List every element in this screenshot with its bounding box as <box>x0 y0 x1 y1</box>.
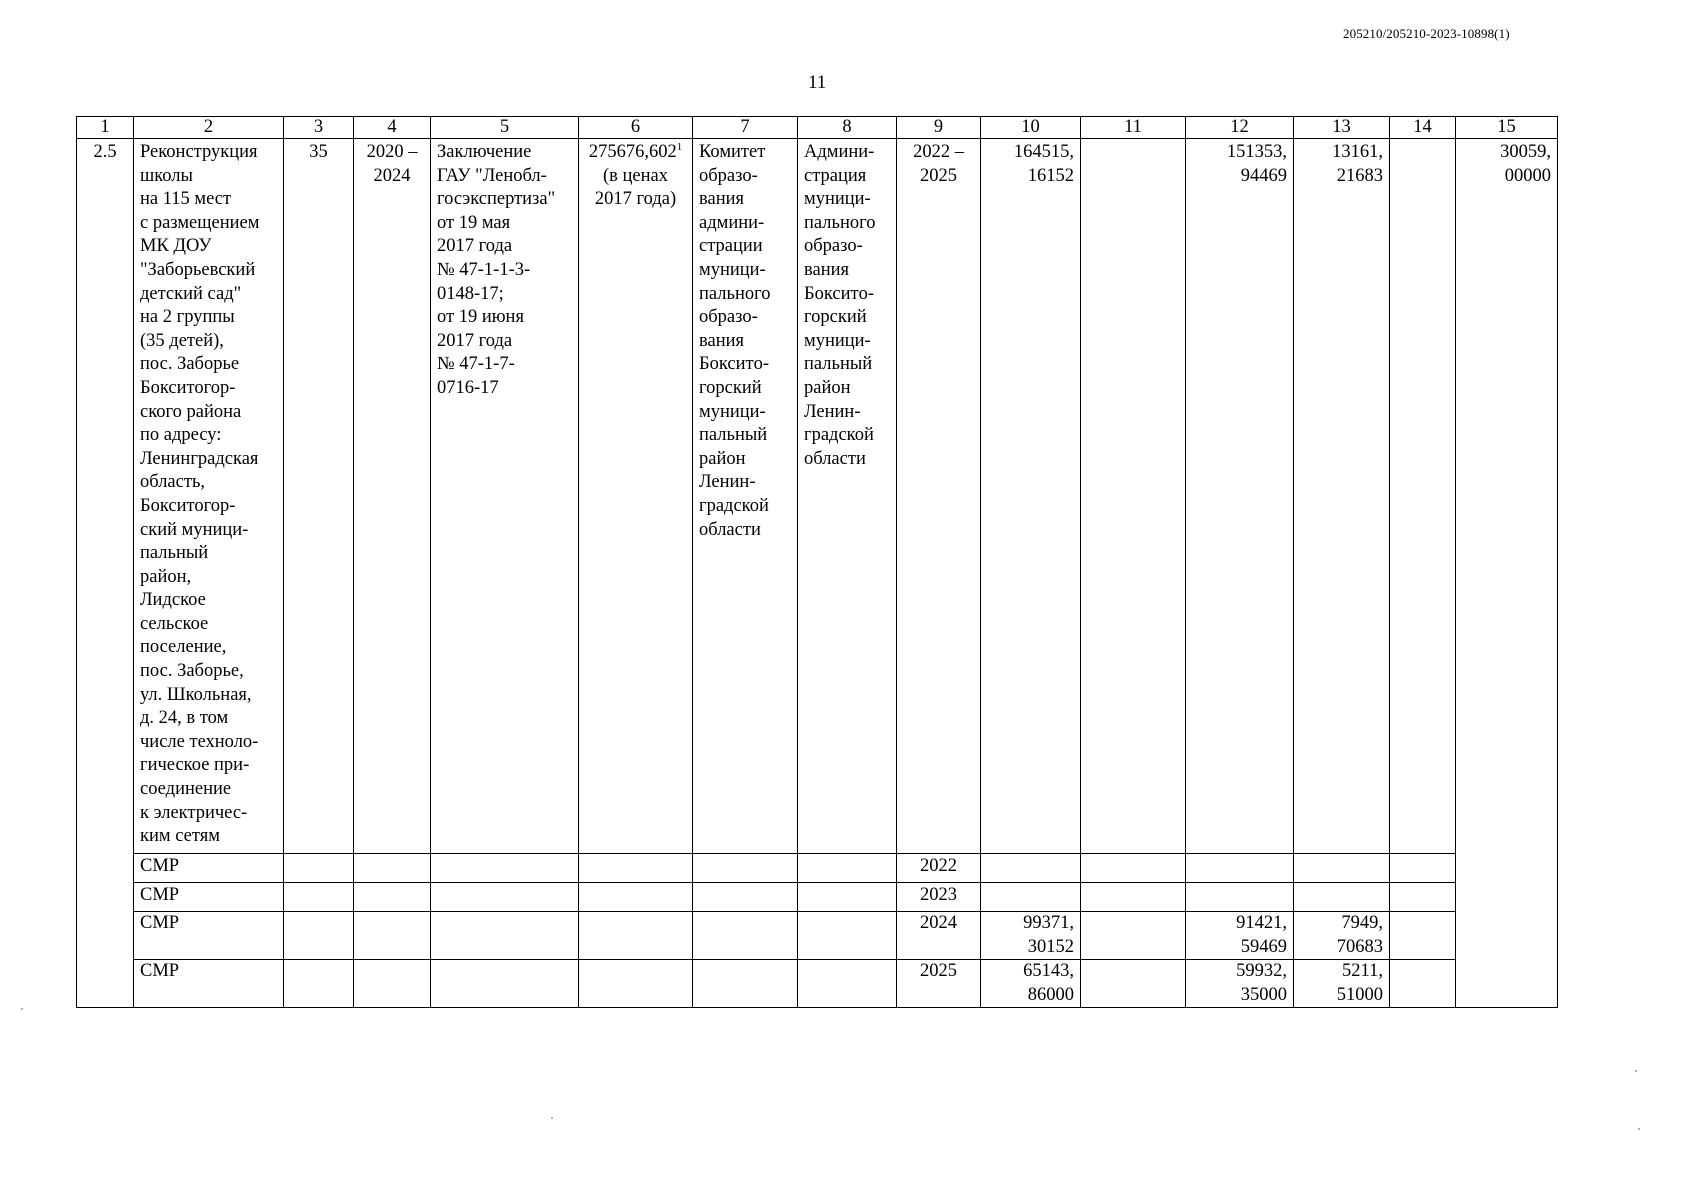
smr-label: СМР <box>134 883 284 912</box>
footnote-mark: 1 <box>676 140 683 153</box>
estimated-cost-cell <box>579 139 693 854</box>
smr-year: 2025 <box>897 960 981 1008</box>
empty-cell <box>1081 912 1186 960</box>
smr-total <box>981 854 1081 883</box>
smr-local <box>1294 883 1390 912</box>
col15-cell: 30059, 00000 <box>1456 139 1558 1008</box>
row-number: 2.5 <box>77 139 134 1008</box>
capacity-cell: 35 <box>284 139 354 854</box>
empty-cell <box>1390 960 1456 1008</box>
customer-cell: Комитет образо- вания админи- страции муници- пального образо- вания Бокситo- горский муници- пальный район Ленин- градской области <box>693 139 798 854</box>
column-number-row <box>77 117 1558 139</box>
empty-cell <box>579 960 693 1008</box>
smr-total: 99371, 30152 <box>981 912 1081 960</box>
empty-cell <box>1390 883 1456 912</box>
estimated-cost-value: 275676,602 <box>588 142 677 162</box>
column-header: 15 <box>1456 117 1558 139</box>
table-row-smr <box>77 883 1558 912</box>
regional-cell: 151353, 94469 <box>1186 139 1294 854</box>
empty-cell <box>798 912 897 960</box>
column-header: 11 <box>1081 117 1186 139</box>
period-cell: 2020 – 2024 <box>354 139 431 854</box>
empty-cell <box>798 883 897 912</box>
column-header: 1 <box>77 117 134 139</box>
smr-year: 2023 <box>897 883 981 912</box>
empty-cell <box>693 912 798 960</box>
document-id: 205210/205210-2023-10898(1) <box>1343 26 1510 41</box>
empty-cell <box>431 912 579 960</box>
empty-cell <box>693 960 798 1008</box>
program-table <box>76 116 1558 1008</box>
smr-label: СМР <box>134 960 284 1008</box>
empty-cell <box>431 854 579 883</box>
empty-cell <box>1390 912 1456 960</box>
table-row-smr <box>77 854 1558 883</box>
column-header: 5 <box>431 117 579 139</box>
empty-cell <box>1081 960 1186 1008</box>
years-cell: 2022 – 2025 <box>897 139 981 854</box>
empty-cell <box>354 912 431 960</box>
smr-year: 2024 <box>897 912 981 960</box>
column-header: 10 <box>981 117 1081 139</box>
column-header: 8 <box>798 117 897 139</box>
smr-local: 5211, 51000 <box>1294 960 1390 1008</box>
empty-cell <box>798 960 897 1008</box>
table-row-smr <box>77 912 1558 960</box>
column-header: 9 <box>897 117 981 139</box>
column-header: 6 <box>579 117 693 139</box>
scan-speck <box>1638 1128 1640 1130</box>
object-name-cell: Реконструкция школы на 115 мест с размещением МК ДОУ "Заборьевский детский сад" на 2 группы (35 детей), пос. Заборье Бокситогор- ского района по адресу: Ленинградская область, Бокситогор- ский муници- пальный район, Лидское сельское поселение, пос. Заборье, ул. Школьная, д. 24, в том числе техноло- гическое при- соединение к электричес- ким сетям <box>134 139 284 854</box>
smr-local <box>1294 854 1390 883</box>
executor-cell: Админи- страция муници- пального образо- вания Бокситo- горский муници- пальный район Ленин- градской области <box>798 139 897 854</box>
smr-regional: 59932, 35000 <box>1186 960 1294 1008</box>
empty-cell <box>354 854 431 883</box>
table-row-main <box>77 139 1558 854</box>
empty-cell <box>284 883 354 912</box>
column-header: 4 <box>354 117 431 139</box>
page-number: 11 <box>808 72 827 93</box>
empty-cell <box>1081 883 1186 912</box>
other-cell <box>1390 139 1456 854</box>
scan-speck <box>21 1008 23 1010</box>
column-header: 7 <box>693 117 798 139</box>
empty-cell <box>579 883 693 912</box>
column-header: 13 <box>1294 117 1390 139</box>
empty-cell <box>284 960 354 1008</box>
smr-total: 65143, 86000 <box>981 960 1081 1008</box>
local-cell: 13161, 21683 <box>1294 139 1390 854</box>
expertise-cell: Заключение ГАУ "Ленобл- госэкспертиза" от 19 мая 2017 года № 47-1-1-3- 0148-17; от 19 июня 2017 года № 47-1-7- 0716-17 <box>431 139 579 854</box>
scan-speck <box>551 1117 553 1119</box>
empty-cell <box>354 883 431 912</box>
smr-regional <box>1186 883 1294 912</box>
empty-cell <box>354 960 431 1008</box>
column-header: 14 <box>1390 117 1456 139</box>
federal-cell <box>1081 139 1186 854</box>
empty-cell <box>284 854 354 883</box>
smr-label: СМР <box>134 912 284 960</box>
smr-year: 2022 <box>897 854 981 883</box>
price-basis-note: (в ценах 2017 года) <box>594 165 677 210</box>
empty-cell <box>431 960 579 1008</box>
empty-cell <box>284 912 354 960</box>
smr-local: 7949, 70683 <box>1294 912 1390 960</box>
smr-total <box>981 883 1081 912</box>
smr-label: СМР <box>134 854 284 883</box>
empty-cell <box>579 912 693 960</box>
smr-regional <box>1186 854 1294 883</box>
empty-cell <box>1081 854 1186 883</box>
empty-cell <box>431 883 579 912</box>
column-header: 12 <box>1186 117 1294 139</box>
empty-cell <box>693 883 798 912</box>
total-cell: 164515, 16152 <box>981 139 1081 854</box>
table-row-smr <box>77 960 1558 1008</box>
empty-cell <box>798 854 897 883</box>
scan-speck <box>1635 1070 1637 1072</box>
empty-cell <box>693 854 798 883</box>
column-header: 2 <box>134 117 284 139</box>
empty-cell <box>1390 854 1456 883</box>
smr-regional: 91421, 59469 <box>1186 912 1294 960</box>
column-header: 3 <box>284 117 354 139</box>
empty-cell <box>579 854 693 883</box>
